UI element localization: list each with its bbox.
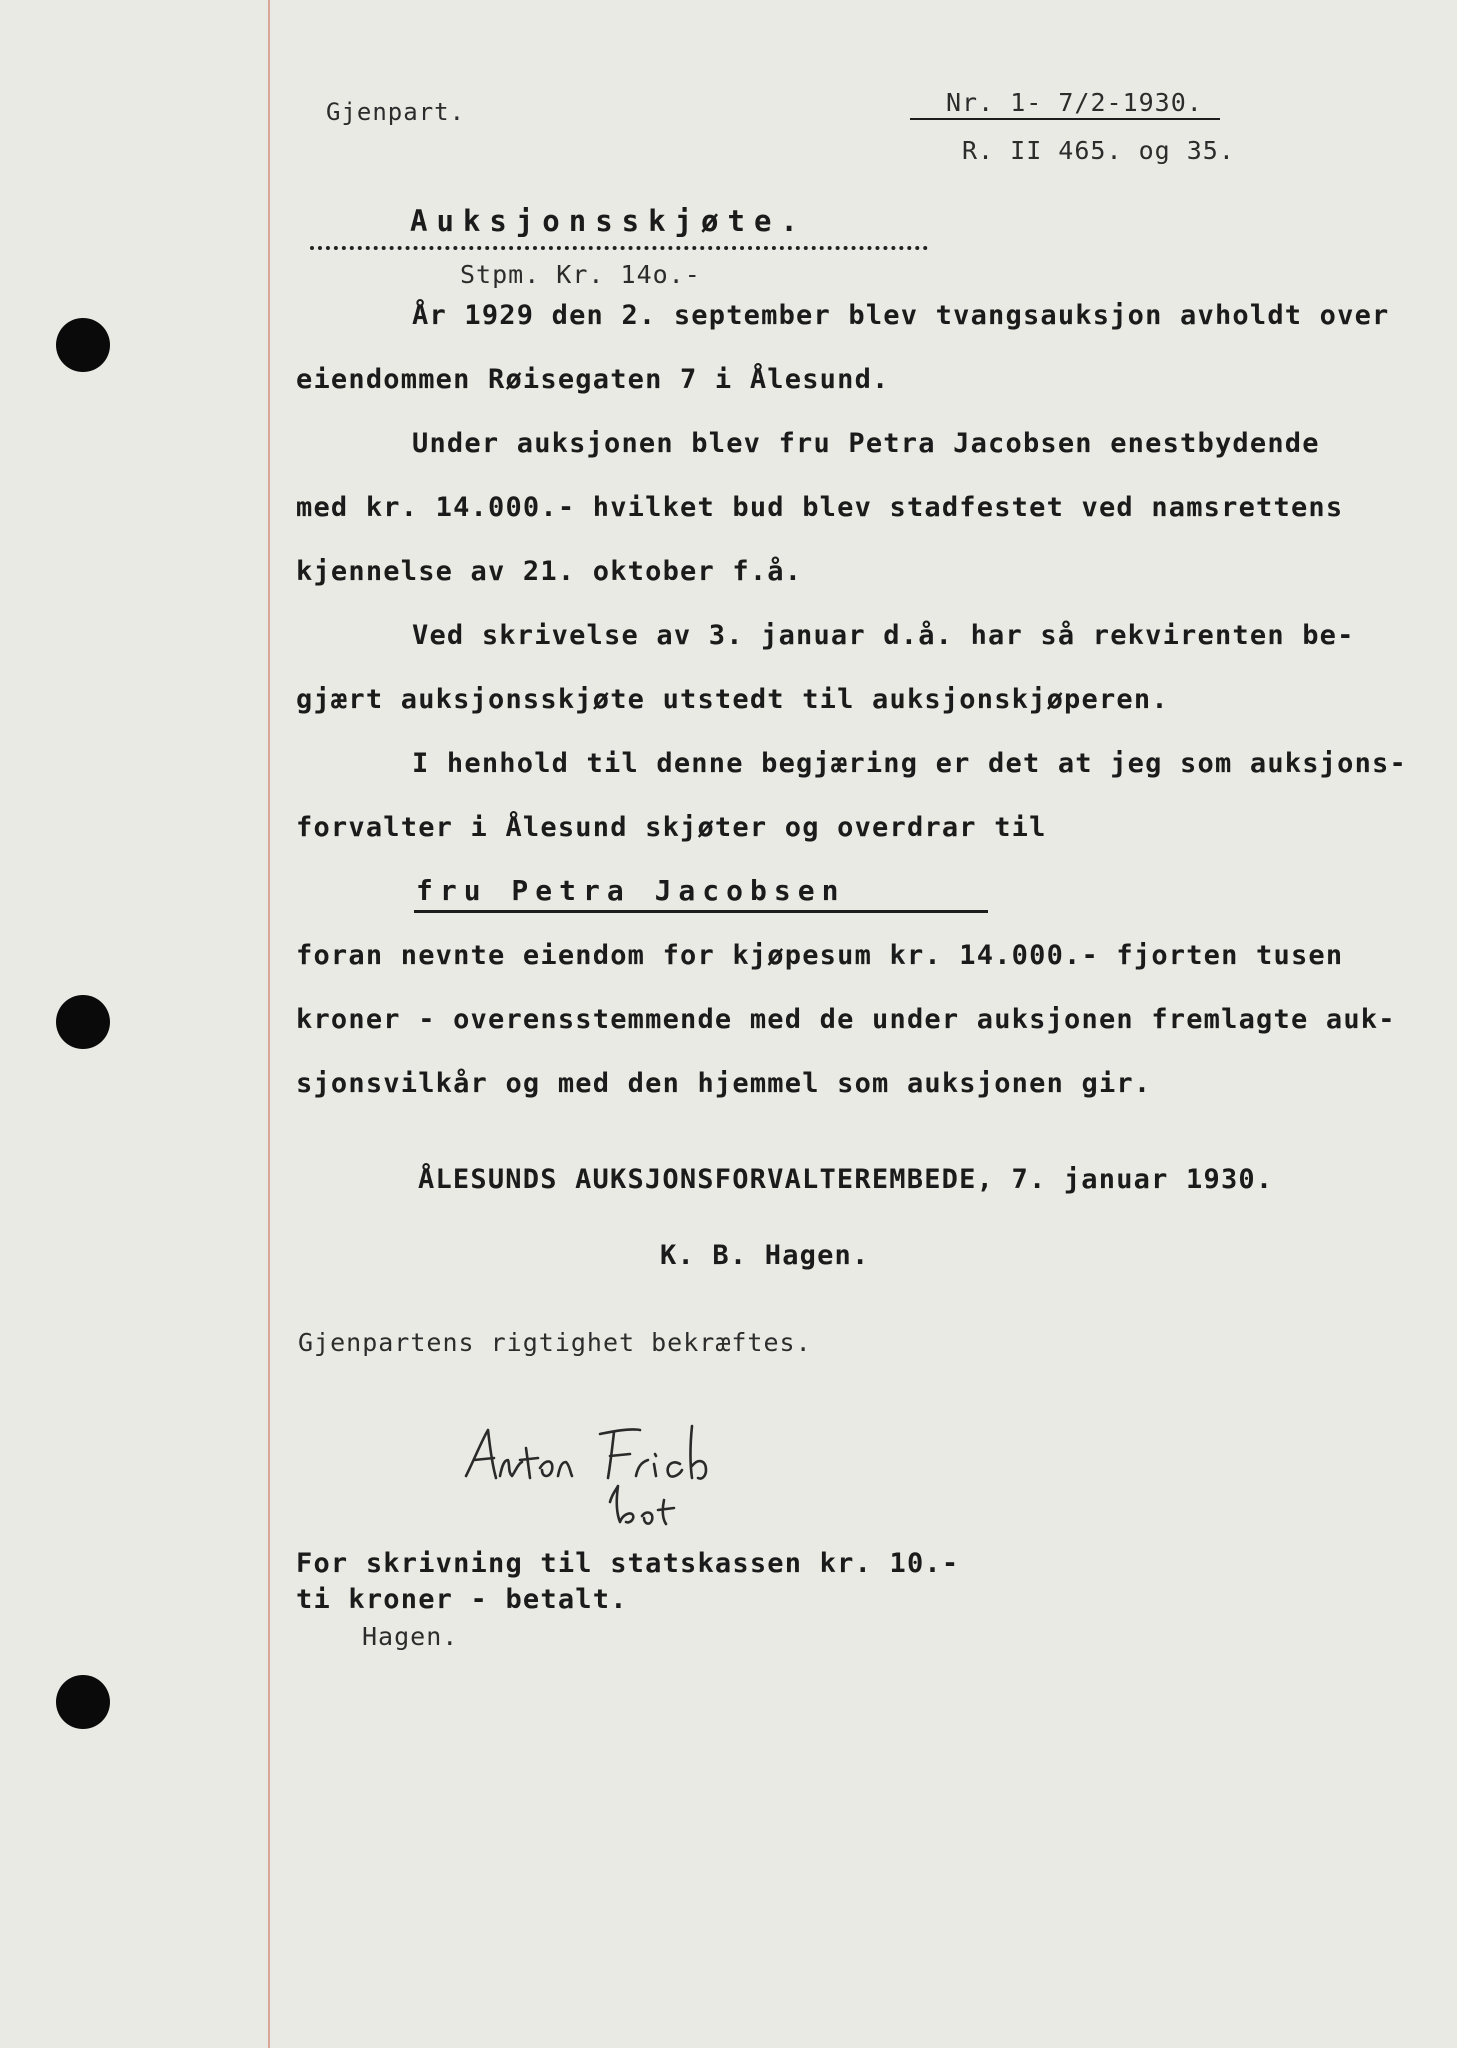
body-line: eiendommen Røisegaten 7 i Ålesund. — [296, 364, 890, 395]
body-line: med kr. 14.000.- hvilket bud blev stadfestet ved namsrettens — [296, 492, 1344, 523]
handwritten-signature — [460, 1420, 760, 1550]
certification-text: Gjenpartens rigtighet bekræftes. — [298, 1328, 812, 1357]
body-line: I henhold til denne begjæring er det at jeg som auksjons- — [412, 748, 1407, 779]
body-line: Under auksjonen blev fru Petra Jacobsen enestbydende — [412, 428, 1320, 459]
fee-note-line: For skrivning til statskassen kr. 10.- — [296, 1548, 960, 1579]
title-underline — [310, 246, 928, 250]
body-line: År 1929 den 2. september blev tvangsauksjon avholdt over — [412, 300, 1390, 331]
body-line: sjonsvilkår og med den hjemmel som auksjonen gir. — [296, 1068, 1152, 1099]
body-line: gjært auksjonsskjøte utstedt til auksjonskjøperen. — [296, 684, 1169, 715]
issuer-signature: K. B. Hagen. — [660, 1240, 870, 1271]
body-line: kjennelse av 21. oktober f.å. — [296, 556, 803, 587]
punch-hole — [56, 995, 110, 1049]
body-line: Ved skrivelse av 3. januar d.å. har så rekvirenten be- — [412, 620, 1355, 651]
stamp-fee: Stpm. Kr. 14o.- — [460, 260, 701, 289]
buyer-name-underline — [414, 910, 988, 913]
fee-note-line: ti kroner - betalt. — [296, 1584, 628, 1615]
reference-number: Nr. 1- 7/2-1930. — [946, 88, 1203, 117]
buyer-name: fru Petra Jacobsen — [416, 874, 846, 907]
issuer-line: ÅLESUNDS AUKSJONSFORVALTEREMBEDE, 7. januar 1930. — [418, 1164, 1274, 1195]
copy-label: Gjenpart. — [326, 98, 466, 126]
margin-line — [268, 0, 270, 2048]
body-line: foran nevnte eiendom for kjøpesum kr. 14.000.- fjorten tusen — [296, 940, 1344, 971]
punch-hole — [56, 1675, 110, 1729]
punch-hole — [56, 318, 110, 372]
reference-underline — [910, 118, 1220, 120]
body-line: kroner - overensstemmende med de under auksjonen fremlagte auk- — [296, 1004, 1396, 1035]
body-line: forvalter i Ålesund skjøter og overdrar til — [296, 812, 1047, 843]
document-title: Auksjonsskjøte. — [410, 204, 807, 238]
fee-note-signature: Hagen. — [362, 1622, 459, 1651]
register-reference: R. II 465. og 35. — [962, 136, 1235, 165]
